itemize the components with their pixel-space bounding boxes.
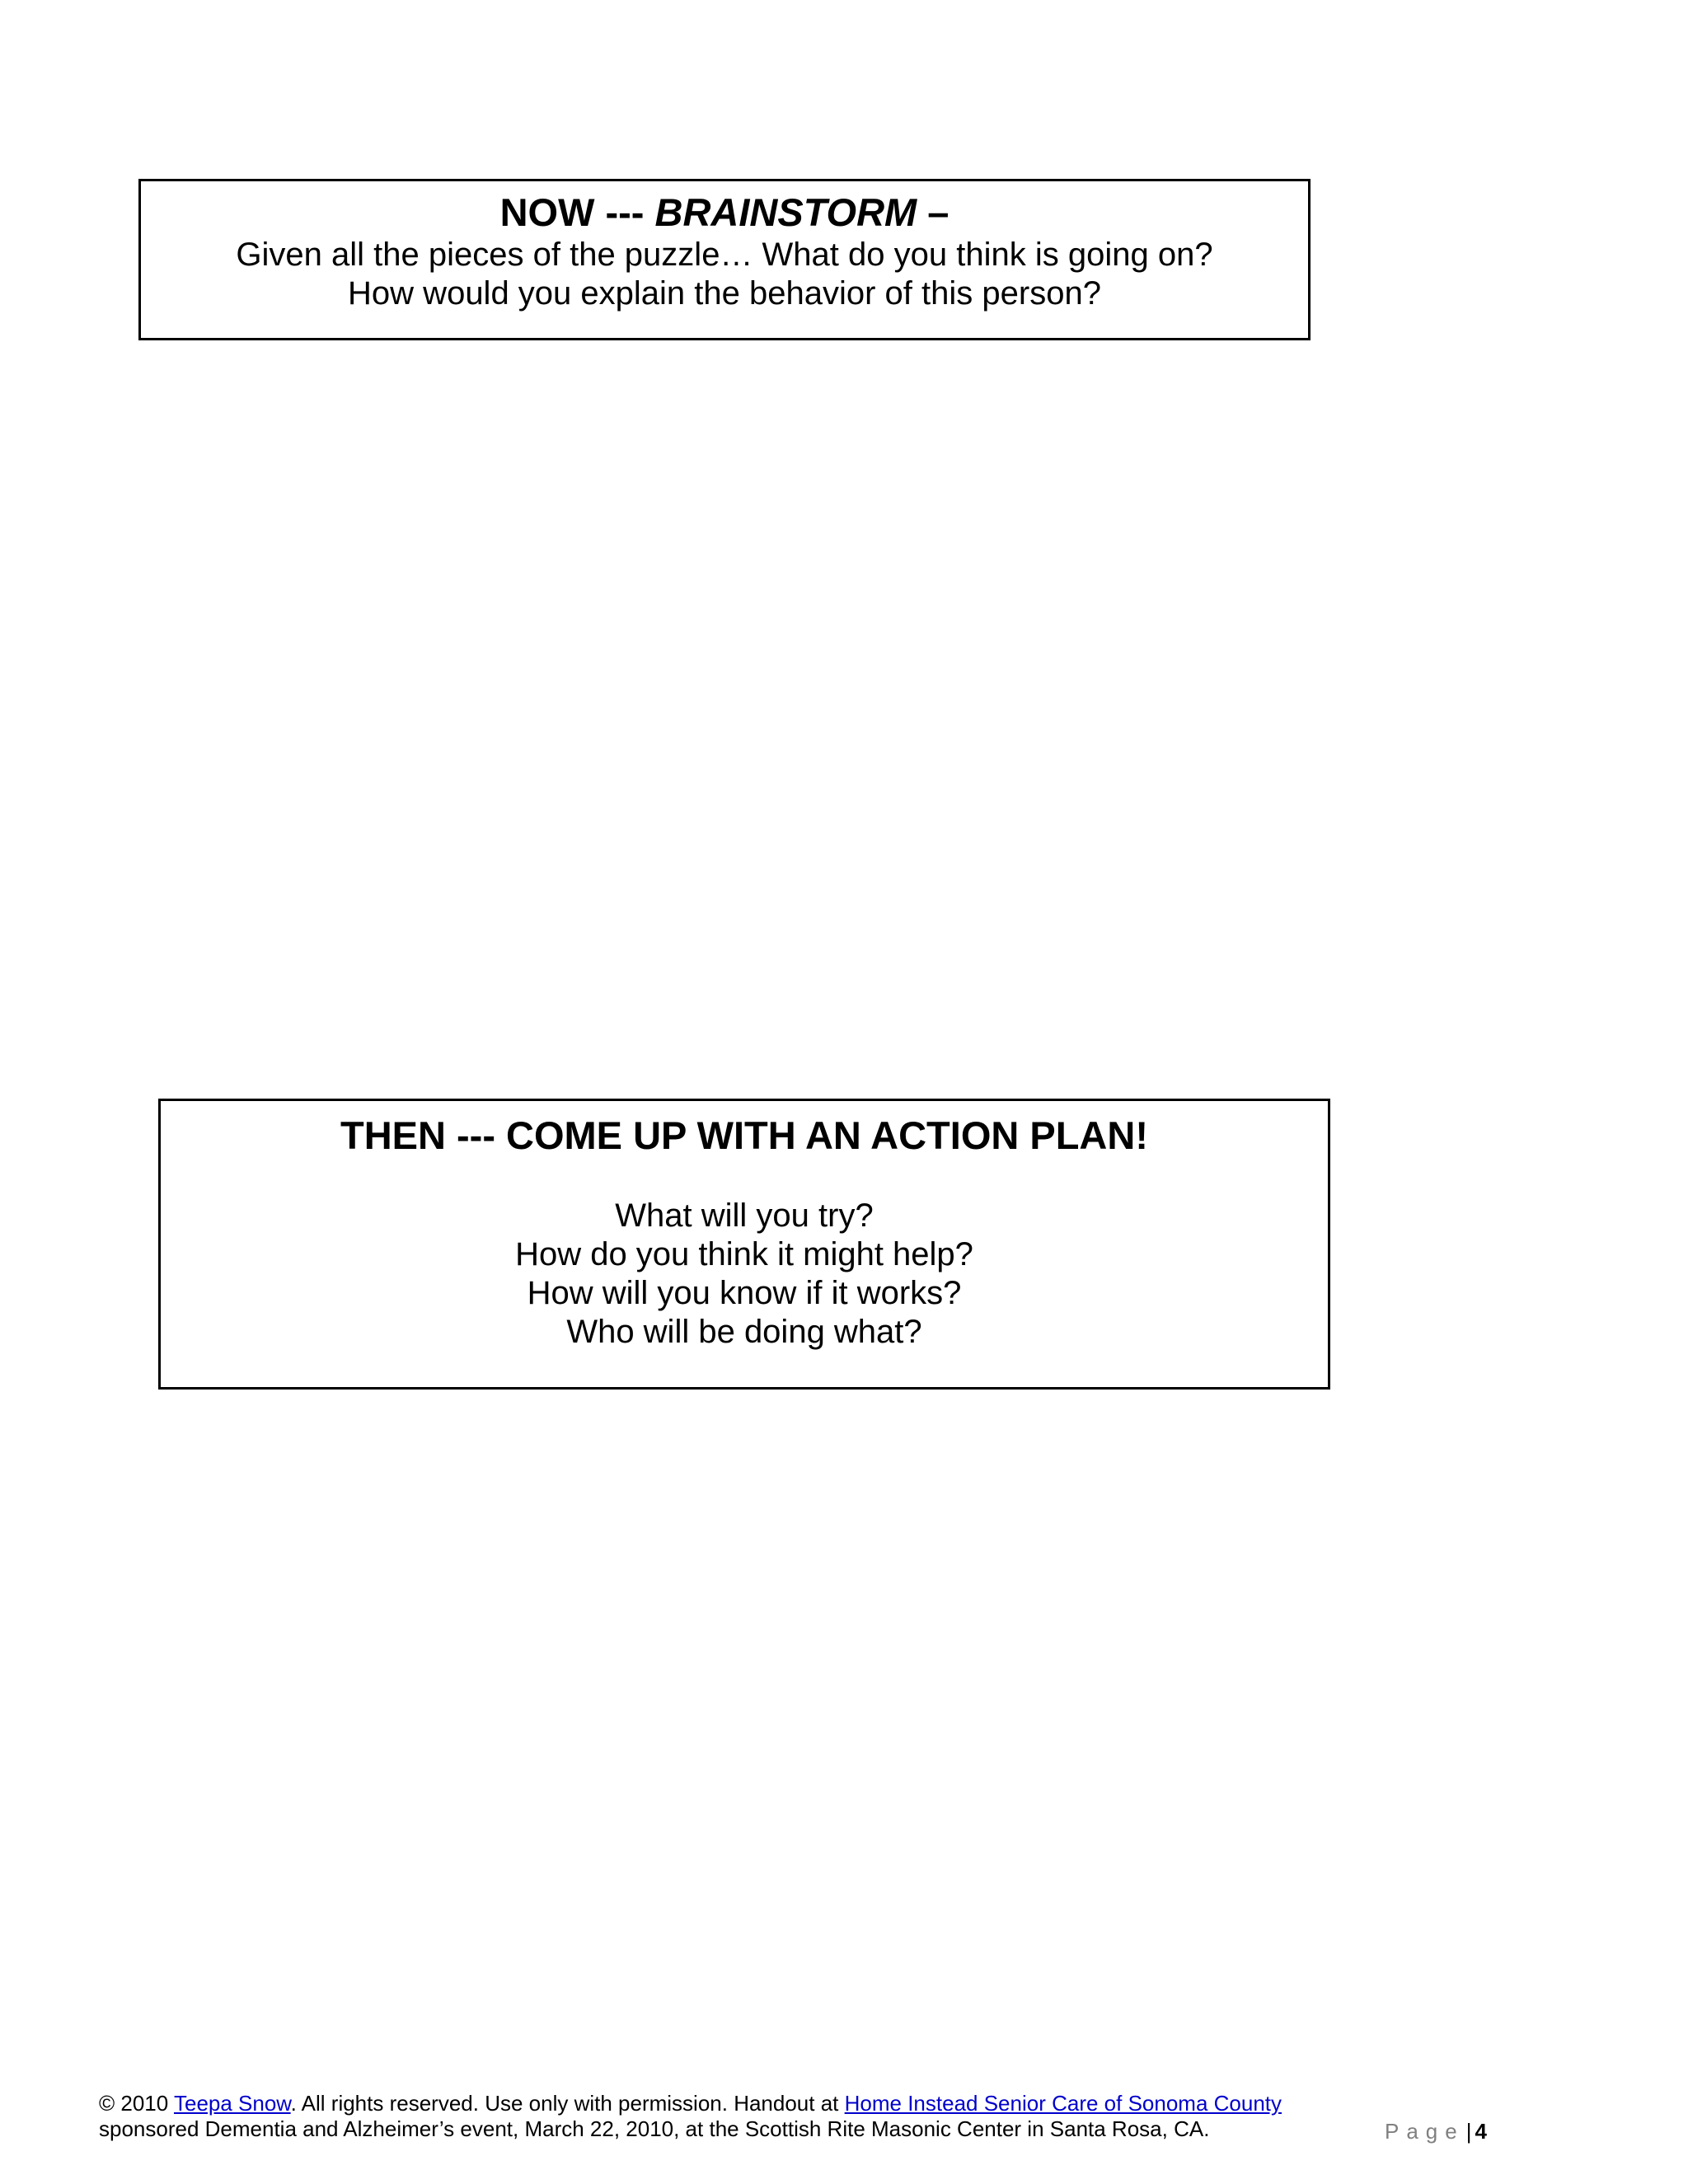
brainstorm-question: How would you explain the behavior of this person? [348,275,1101,312]
action-plan-spacer [161,1159,1328,1197]
action-plan-title: THEN --- COME UP WITH AN ACTION PLAN! [340,1113,1148,1157]
brainstorm-title-emphasis: BRAINSTORM [654,190,917,234]
action-plan-question: What will you try? [615,1197,874,1234]
page-separator: | [1465,2119,1472,2144]
action-plan-question: Who will be doing what? [566,1314,922,1350]
action-plan-question: How do you think it might help? [515,1236,973,1272]
page-label: Page [1385,2119,1465,2144]
brainstorm-title [141,190,1308,236]
footer-rights: . All rights reserved. Use only with permission. Handout at [290,2091,845,2116]
brainstorm-title-prefix: NOW --- [499,190,655,234]
action-plan-question: How will you know if it works? [527,1275,962,1311]
organization-link[interactable]: Home Instead Senior Care of Sonoma County [844,2091,1282,2116]
page-number-value: 4 [1475,2119,1487,2144]
page-number [1385,2119,1487,2144]
action-plan-box [158,1099,1330,1390]
brainstorm-box [138,179,1311,340]
footer-line-1 [99,2091,1319,2116]
brainstorm-title-suffix: – [917,190,950,234]
footer-line-2: sponsored Dementia and Alzheimer’s event, March 22, 2010, at the Scottish Rite Masonic Center in Santa Rosa, CA. [99,2116,1210,2141]
author-link[interactable]: Teepa Snow [173,2091,291,2116]
brainstorm-question: Given all the pieces of the puzzle… What do you think is going on? [236,237,1213,273]
footer-copyright: © 2010 [99,2091,174,2116]
page-footer [99,2091,1319,2142]
